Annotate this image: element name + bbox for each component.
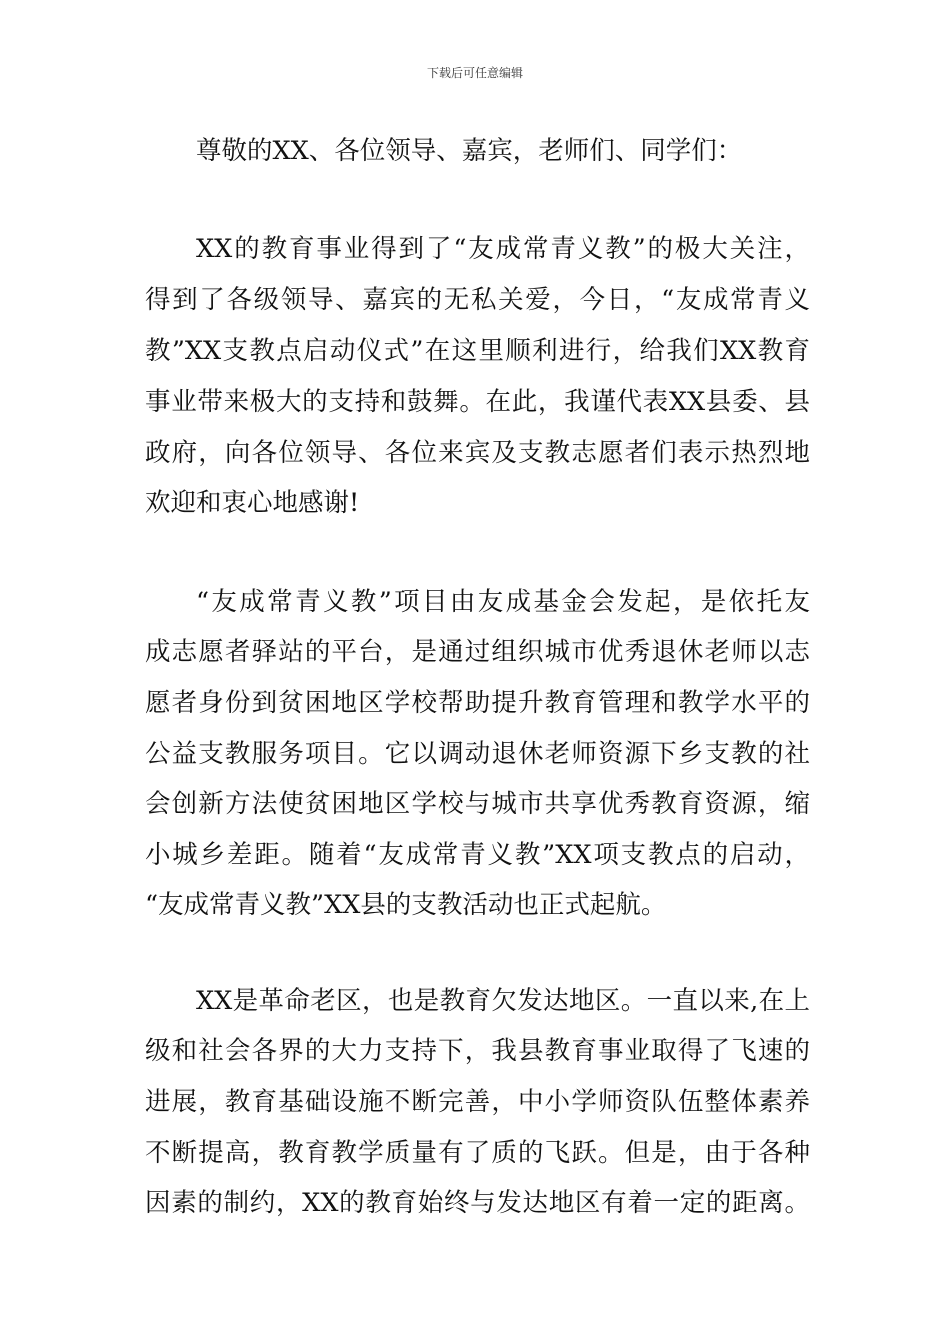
paragraph-2-line-4: 公益支教服务项目。它以调动退休老师资源下乡支教的社 bbox=[145, 739, 810, 769]
paragraph-2-line-5: 会创新方法使贫困地区学校与城市共享优秀教育资源，缩 bbox=[145, 789, 810, 819]
paragraph-3-line-4: 不断提高，教育教学质量有了质的飞跃。但是，由于各种 bbox=[145, 1138, 810, 1168]
paragraph-2-line-7: “友成常青义教”XX县的支教活动也正式起航。 bbox=[145, 890, 667, 920]
paragraph-1-line-3: 教”XX支教点启动仪式”在这里顺利进行，给我们XX教育 bbox=[145, 336, 810, 366]
paragraph-3-line-5: 因素的制约，XX的教育始终与发达地区有着一定的距离。 bbox=[145, 1188, 810, 1218]
paragraph-2-line-2: 成志愿者驿站的平台，是通过组织城市优秀退休老师以志 bbox=[145, 637, 810, 667]
salutation: 尊敬的XX、各位领导、嘉宾，老师们、同学们： bbox=[196, 136, 743, 166]
paragraph-2-line-1: “友成常青义教”项目由友成基金会发起，是依托友 bbox=[196, 587, 810, 617]
header-note: 下载后可任意编辑 bbox=[426, 66, 523, 80]
paragraph-2-line-6: 小城乡差距。随着“友成常青义教”XX项支教点的启动， bbox=[145, 840, 810, 870]
paragraph-2-line-3: 愿者身份到贫困地区学校帮助提升教育管理和教学水平的 bbox=[145, 688, 810, 718]
paragraph-3-line-1: XX是革命老区，也是教育欠发达地区。一直以来,在上 bbox=[196, 986, 810, 1016]
paragraph-3-line-2: 级和社会各界的大力支持下，我县教育事业取得了飞速的 bbox=[145, 1036, 810, 1066]
paragraph-1-line-5: 政府，向各位领导、各位来宾及支教志愿者们表示热烈地 bbox=[145, 438, 810, 468]
paragraph-1-line-1: XX的教育事业得到了“友成常青义教”的极大关注， bbox=[196, 234, 810, 264]
paragraph-1-line-2: 得到了各级领导、嘉宾的无私关爱，今日，“友成常青义 bbox=[145, 285, 810, 315]
paragraph-1-line-6: 欢迎和衷心地感谢! bbox=[145, 488, 360, 518]
paragraph-3-line-3: 进展，教育基础设施不断完善，中小学师资队伍整体素养 bbox=[145, 1087, 810, 1117]
paragraph-1-line-4: 事业带来极大的支持和鼓舞。在此，我谨代表XX县委、县 bbox=[145, 387, 810, 417]
